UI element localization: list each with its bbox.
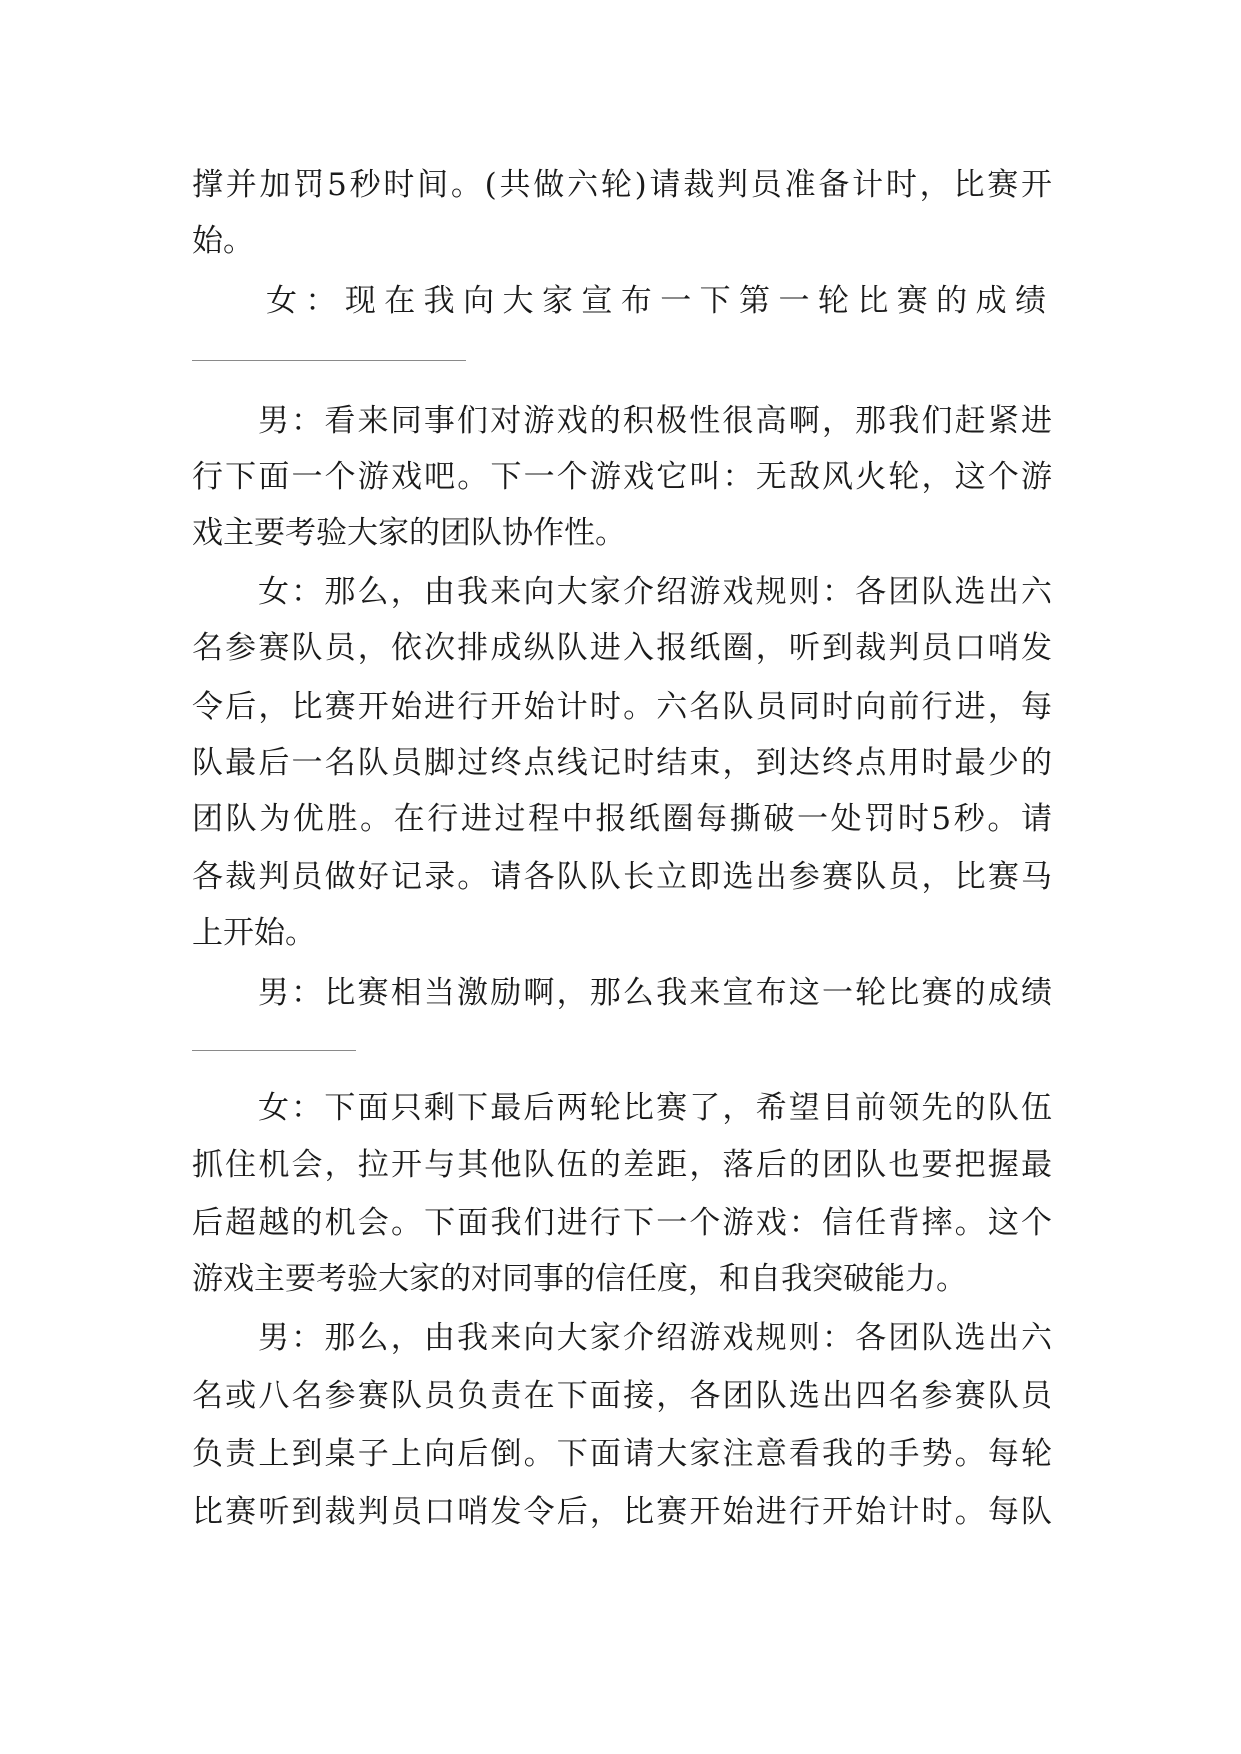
text-line: 女：那么，由我来向大家介绍游戏规则：各团队选出六 (258, 574, 1052, 610)
text-line: 行下面一个游戏吧。下一个游戏它叫：无敌风火轮，这个游 (192, 459, 1052, 495)
text-line: 女：现在我向大家宣布一下第一轮比赛的成绩 (266, 283, 1052, 319)
text-line: 团队为优胜。在行进过程中报纸圈每撕破一处罚时5秒。请 (192, 801, 1052, 837)
score-blank-line (192, 1050, 356, 1051)
text-line: 始。 (192, 223, 254, 259)
text-line: 抓住机会，拉开与其他队伍的差距，落后的团队也要把握最 (192, 1147, 1052, 1183)
text-line: 队最后一名队员脚过终点线记时结束，到达终点用时最少的 (192, 745, 1052, 781)
text-line: 男：那么，由我来向大家介绍游戏规则：各团队选出六 (258, 1320, 1052, 1356)
text-line: 名或八名参赛队员负责在下面接，各团队选出四名参赛队员 (192, 1378, 1052, 1414)
text-line: 女：下面只剩下最后两轮比赛了，希望目前领先的队伍 (258, 1090, 1052, 1126)
text-line: 游戏主要考验大家的对同事的信任度，和自我突破能力。 (192, 1261, 967, 1297)
text-line: 后超越的机会。下面我们进行下一个游戏：信任背摔。这个 (192, 1205, 1052, 1241)
text-line: 戏主要考验大家的团队协作性。 (192, 515, 626, 551)
text-line: 男：比赛相当激励啊，那么我来宣布这一轮比赛的成绩 (258, 975, 1052, 1011)
text-line: 比赛听到裁判员口哨发令后，比赛开始进行开始计时。每队 (192, 1494, 1052, 1530)
score-blank-line (192, 360, 466, 361)
text-line: 上开始。 (192, 915, 316, 951)
text-line: 男：看来同事们对游戏的积极性很高啊，那我们赶紧进 (258, 403, 1052, 439)
text-line: 各裁判员做好记录。请各队队长立即选出参赛队员，比赛马 (192, 859, 1052, 895)
text-line: 名参赛队员，依次排成纵队进入报纸圈，听到裁判员口哨发 (192, 630, 1052, 666)
text-line: 负责上到桌子上向后倒。下面请大家注意看我的手势。每轮 (192, 1436, 1052, 1472)
text-line: 撑并加罚5秒时间。(共做六轮)请裁判员准备计时，比赛开 (192, 167, 1052, 203)
text-line: 令后，比赛开始进行开始计时。六名队员同时向前行进，每 (192, 689, 1052, 725)
